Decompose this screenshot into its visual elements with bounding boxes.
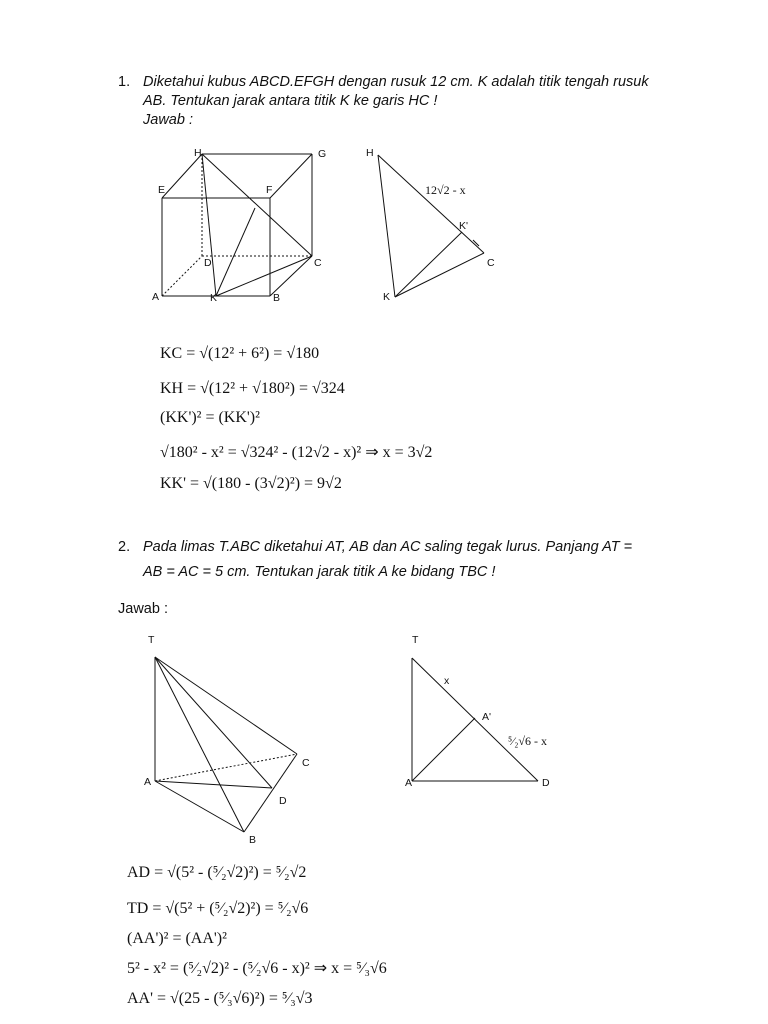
tri2-label-x: x xyxy=(444,675,450,687)
pyr-label-b: B xyxy=(249,834,257,846)
pyr-label-c: C xyxy=(302,757,310,769)
p2-equation-4: 5² - x² = (⁵⁄₂√2)² - (⁵⁄₂√6 - x)² ⇒ x = ⁵⁄₃√6 xyxy=(127,960,387,977)
p2-equation-3: (AA')² = (AA')² xyxy=(127,930,227,947)
cube-label-a: A xyxy=(152,291,160,303)
problem-2-jawab: Jawab : xyxy=(118,601,168,617)
cube-label-k: K xyxy=(210,292,218,304)
pyr-label-d: D xyxy=(279,795,287,807)
p1-equation-5: KK' = √(180 - (3√2)²) = 9√2 xyxy=(160,475,342,492)
pyr-label-t: T xyxy=(148,634,155,646)
p2-equation-2: TD = √(5² + (⁵⁄₂√2)²) = ⁵⁄₂√6 xyxy=(127,900,309,917)
p1-equation-4: √180² - x² = √324² - (12√2 - x)² ⇒ x = 3√2 xyxy=(160,444,433,461)
p1-equation-1: KC = √(12² + 6²) = √180 xyxy=(160,345,320,362)
cube-label-d: D xyxy=(204,257,212,269)
pyramid-figure xyxy=(155,657,297,832)
cube-label-b: B xyxy=(273,292,281,304)
p2-equation-1: AD = √(5² - (⁵⁄₂√2)²) = ⁵⁄₂√2 xyxy=(127,864,307,881)
tri2-label-a-prime: A' xyxy=(482,711,492,723)
cube-label-e: E xyxy=(158,184,166,196)
triangle-tad-figure xyxy=(412,658,538,781)
tri2-side-label: ⁵⁄₂√6 - x xyxy=(508,734,547,748)
problem-2-number: 2. xyxy=(118,539,131,555)
cube-label-f: F xyxy=(266,184,273,196)
cube-label-c: C xyxy=(314,257,322,269)
pyr-label-a: A xyxy=(144,776,152,788)
tri1-side-label: 12√2 - x xyxy=(425,183,466,197)
tri2-label-a: A xyxy=(405,777,413,789)
problem-1-number: 1. xyxy=(118,74,131,90)
tri1-label-c: C xyxy=(487,257,495,269)
triangle-hkc-figure xyxy=(378,155,484,297)
tri1-label-h: H xyxy=(366,147,374,159)
problem-2-line-2: AB = AC = 5 cm. Tentukan jarak titik A ke bidang TBC ! xyxy=(143,564,496,580)
tri2-label-d: D xyxy=(542,777,550,789)
problem-1-jawab: Jawab : xyxy=(143,112,193,128)
tri2-label-t: T xyxy=(412,634,419,646)
cube-label-g: G xyxy=(318,148,327,160)
tri1-label-k-prime: K' xyxy=(459,220,469,232)
tri1-label-k: K xyxy=(383,291,391,303)
p1-equation-2: KH = √(12² + √180²) = √324 xyxy=(160,380,345,397)
problem-2-line-1: Pada limas T.ABC diketahui AT, AB dan AC saling tegak lurus. Panjang AT = xyxy=(143,539,633,555)
cube-label-h: H xyxy=(194,147,202,159)
p2-equation-5: AA' = √(25 - (⁵⁄₃√6)²) = ⁵⁄₃√3 xyxy=(127,990,313,1007)
problem-1-line-1: Diketahui kubus ABCD.EFGH dengan rusuk 12 cm. K adalah titik tengah rusuk xyxy=(143,74,649,90)
problem-1-line-2: AB. Tentukan jarak antara titik K ke garis HC ! xyxy=(143,93,438,109)
cube-figure xyxy=(162,154,312,296)
p1-equation-3: (KK')² = (KK')² xyxy=(160,409,260,426)
